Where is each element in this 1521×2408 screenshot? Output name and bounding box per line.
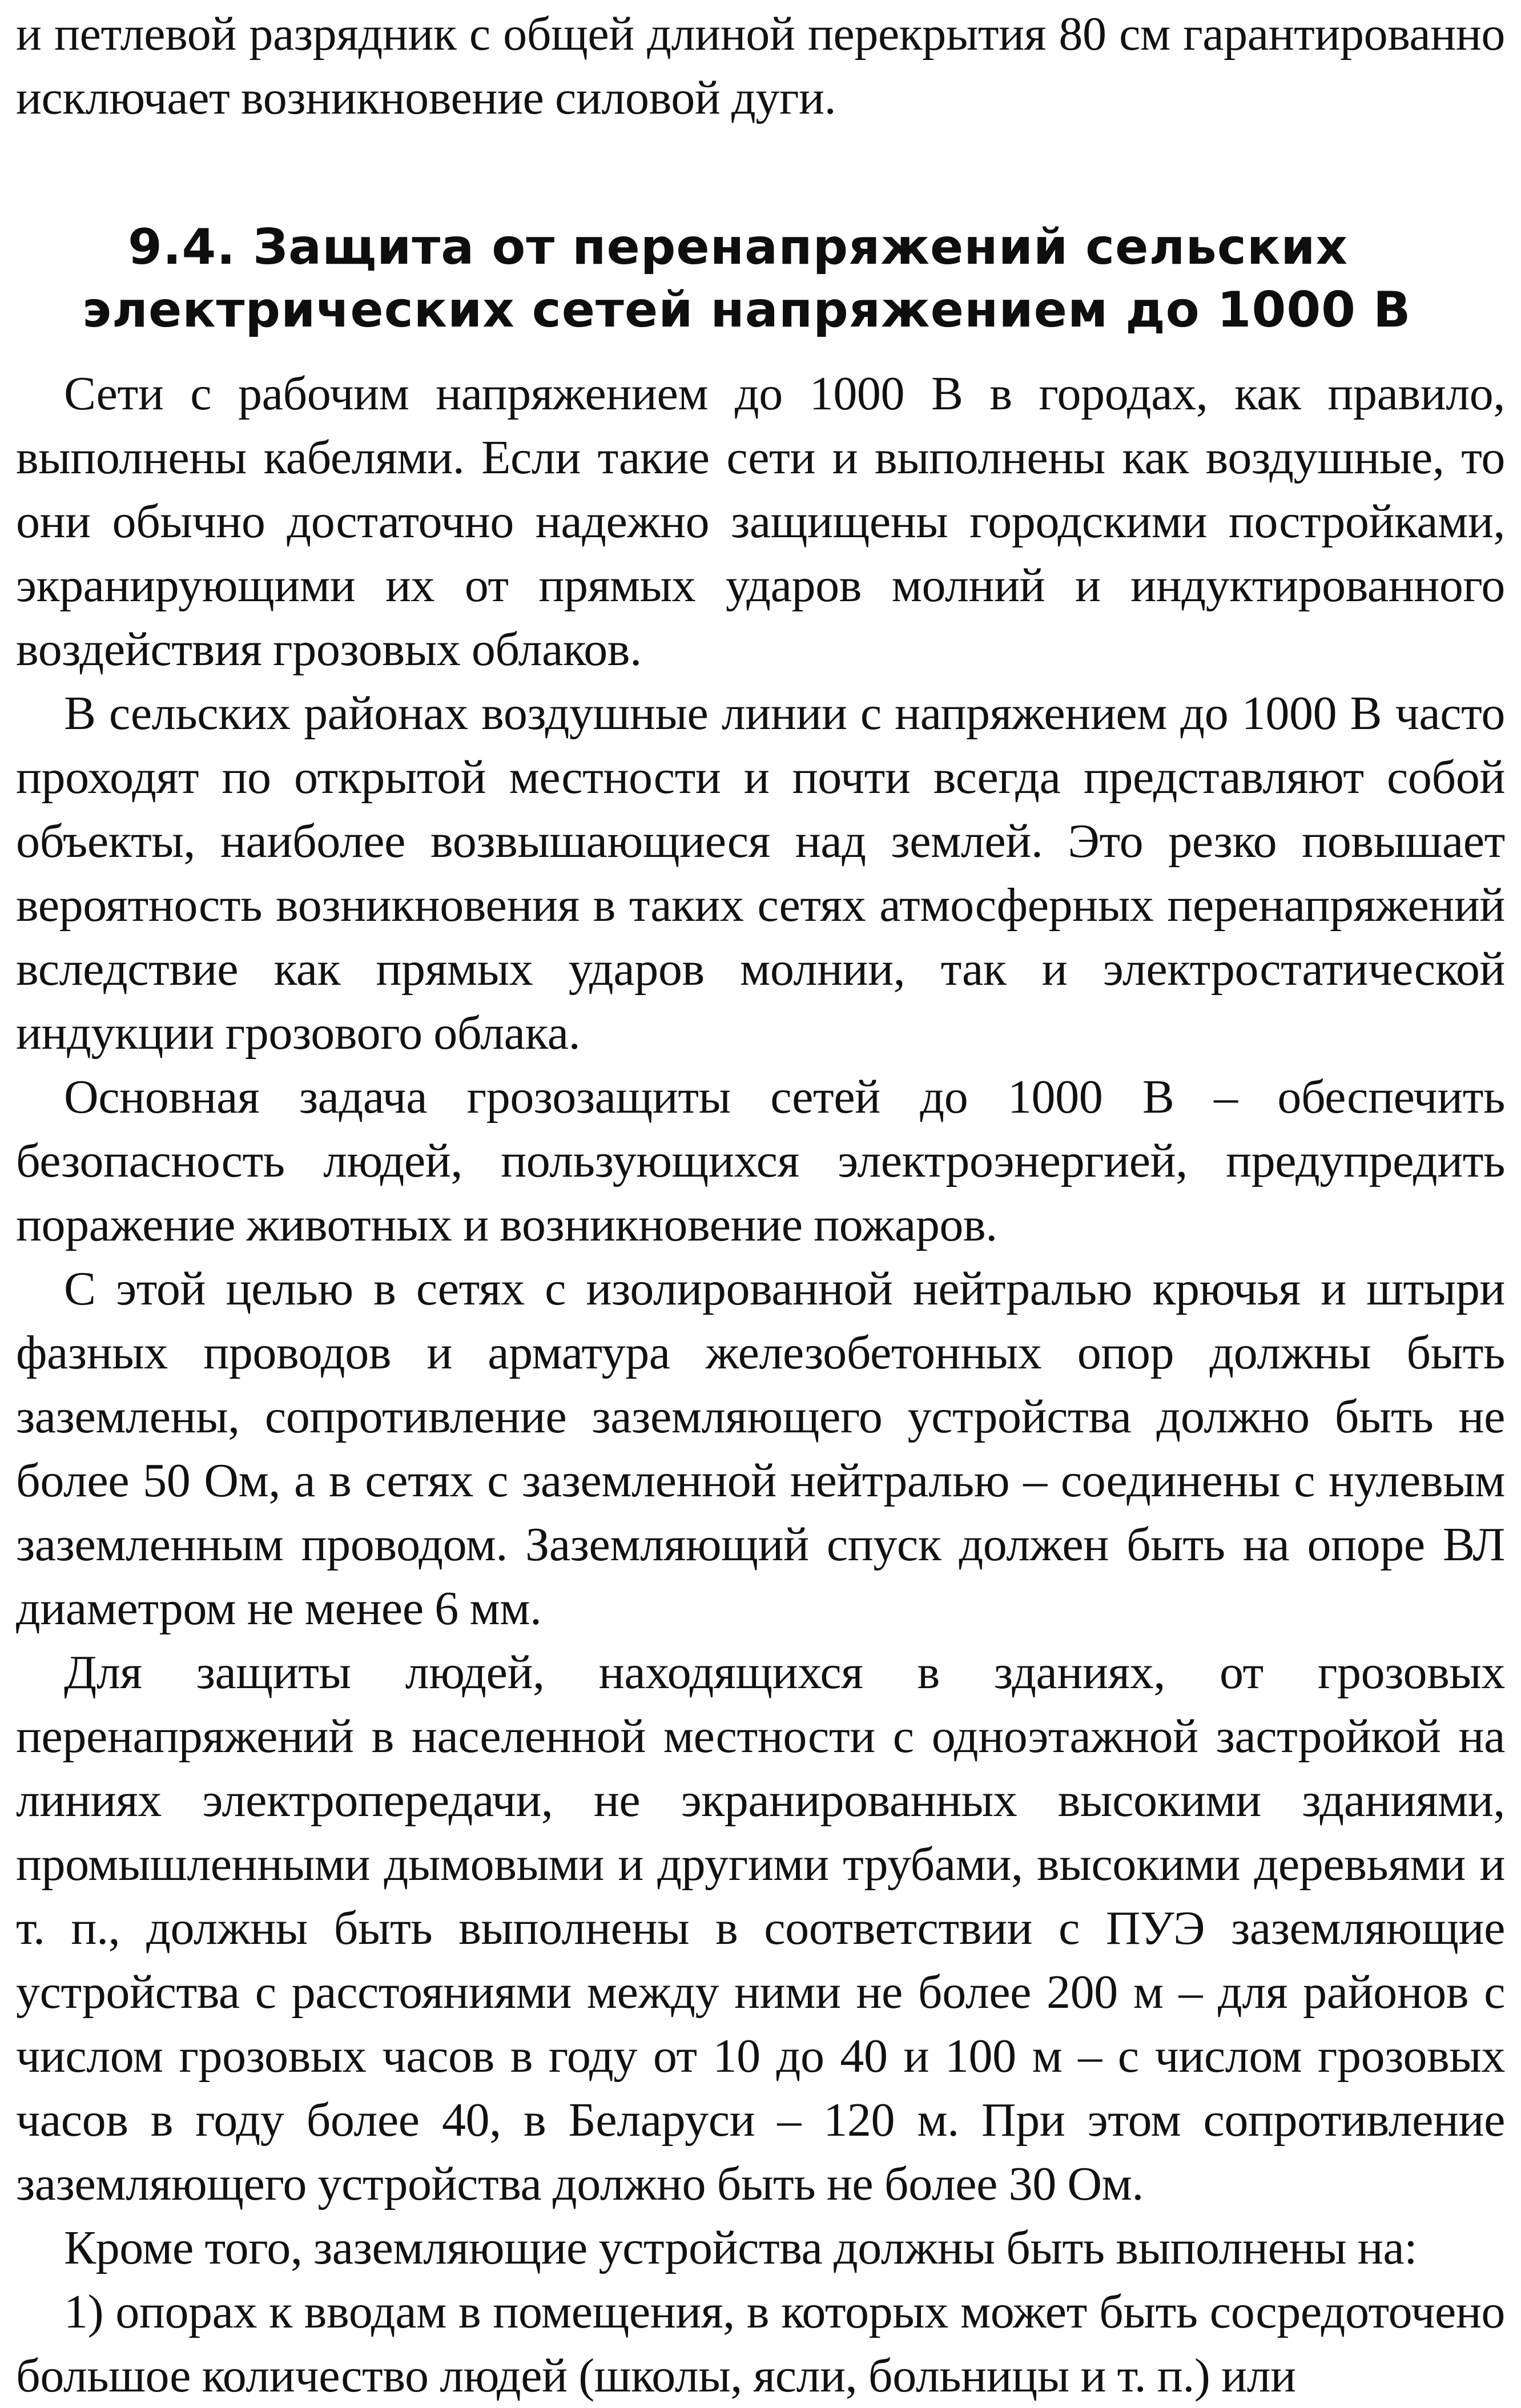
document-page (16, 2, 1505, 2408)
body-paragraph-3: Основная задача грозозащиты сетей до 1000 В – обеспечить безопасность людей, пользующихся электроэнергией, предупредить поражение животных и возникновение пожаров. (16, 1070, 1505, 1251)
body-paragraph-4: С этой целью в сетях с изолированной нейтралью крючья и штыри фазных проводов и арматура железобетонных опор должны быть заземлены, сопротивление заземляющего устройства должно быть не более 50 Ом, а в сетях с заземленной нейтралью – соединены с нулевым заземленным проводом. Заземляющий спуск должен быть на опоре ВЛ диаметром не менее 6 мм. (16, 1262, 1505, 1635)
section-heading (16, 216, 1505, 341)
list-item-1: 1) опорах к вводам в помещения, в которых может быть сосредоточено большое количество людей (школы, ясли, больницы и т. п.) или (16, 2285, 1505, 2402)
body-paragraph-5: Для защиты людей, находящихся в зданиях, от грозовых перенапряжений в населенной местности с одноэтажной застройкой на линиях электропередачи, не экранированных высокими зданиями, промышленными дымовыми и другими трубами, высокими деревьями и т. п., должны быть выполнены в соответствии с ПУЭ заземляющие устройства с расстояниями между ними не более 200 м – для районов с числом грозовых часов в году от 10 до 40 и 100 м – с числом грозовых часов в году более 40, в Беларуси – 120 м. При этом сопротивление заземляющего устройства должно быть не более 30 Ом. (16, 1646, 1505, 2210)
section-heading-line1: 9.4. Защита от перенапряжений сельских (128, 219, 1348, 276)
section-heading-line2: электрических сетей напряжением до 1000 В (82, 281, 1411, 339)
body-paragraph-2: В сельских районах воздушные линии с напряжением до 1000 В часто проходят по открытой местности и почти всегда представляют собой объекты, наиболее возвышающиеся над землей. Это резко повышает вероятность возникновения в таких сетях атмосферных перенапряжений вследствие как прямых ударов молнии, так и электростатической индукции грозового облака. (16, 687, 1505, 1060)
body-paragraph-6: Кроме того, заземляющие устройства должны быть выполнены на: (64, 2221, 1418, 2274)
body-paragraph-1: Сети с рабочим напряжением до 1000 В в городах, как правило, выполнены кабелями. Если такие сети и выполнены как воздушные, то они обычно достаточно надежно защищены городскими постройками, экранирующими их от прямых ударов молний и индуктированного воздействия грозовых облаков. (16, 367, 1505, 676)
intro-paragraph: и петлевой разрядник с общей длиной перекрытия 80 см гарантированно исключает возникновение силовой дуги. (16, 7, 1505, 124)
